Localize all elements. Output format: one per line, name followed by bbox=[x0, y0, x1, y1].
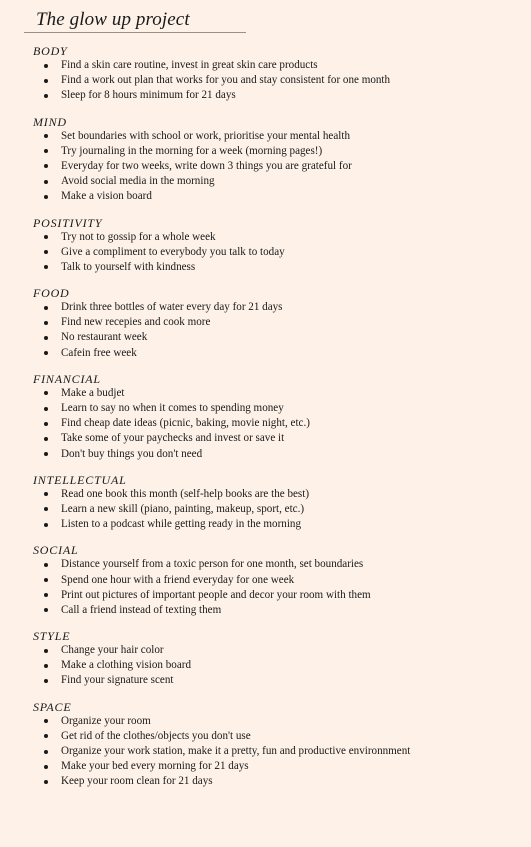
list-item bbox=[0, 401, 531, 416]
bullet-icon bbox=[44, 734, 48, 738]
title-divider bbox=[24, 32, 246, 33]
list-item-text: Listen to a podcast while getting ready in the morning bbox=[61, 518, 301, 531]
list-item-text: Everyday for two weeks, write down 3 things you are grateful for bbox=[61, 159, 352, 172]
list-item bbox=[0, 502, 531, 517]
bullet-icon bbox=[44, 664, 48, 668]
section-heading: MIND bbox=[33, 114, 67, 129]
list-item bbox=[0, 603, 531, 618]
list-item-text: Find new recepies and cook more bbox=[61, 316, 211, 329]
bullet-icon bbox=[44, 351, 48, 355]
section-list bbox=[0, 58, 531, 104]
section-list bbox=[0, 557, 531, 618]
list-item-text: No restaurant week bbox=[61, 331, 148, 344]
list-item-text: Find your signature scent bbox=[61, 674, 174, 687]
list-item-text: Change your hair color bbox=[61, 644, 164, 657]
bullet-icon bbox=[44, 492, 48, 496]
section-positivity bbox=[0, 216, 531, 276]
list-item-text: Organize your room bbox=[61, 714, 151, 727]
bullet-icon bbox=[44, 452, 48, 456]
list-item bbox=[0, 729, 531, 744]
list-item-text: Read one book this month (self-help books are the best) bbox=[61, 487, 310, 500]
list-item bbox=[0, 300, 531, 315]
list-item-text: Keep your room clean for 21 days bbox=[61, 775, 213, 788]
list-item-text: Find a skin care routine, invest in great skin care products bbox=[61, 59, 318, 71]
list-item-text: Make your bed every morning for 21 days bbox=[61, 760, 249, 773]
section-body bbox=[0, 44, 531, 104]
list-item bbox=[0, 673, 531, 688]
list-item-text: Set boundaries with school or work, prioritise your mental health bbox=[61, 129, 350, 142]
sections-list bbox=[0, 44, 531, 790]
list-item-text: Drink three bottles of water every day for 21 days bbox=[61, 301, 283, 314]
list-item-text: Avoid social media in the morning bbox=[61, 175, 215, 188]
section-space bbox=[0, 700, 531, 790]
list-item bbox=[0, 245, 531, 260]
list-item bbox=[0, 643, 531, 658]
bullet-icon bbox=[44, 164, 48, 168]
list-item bbox=[0, 159, 531, 174]
section-heading: SPACE bbox=[33, 699, 72, 714]
list-item bbox=[0, 88, 531, 103]
bullet-icon bbox=[44, 235, 48, 239]
section-list bbox=[0, 230, 531, 276]
list-item-text: Sleep for 8 hours minimum for 21 days bbox=[61, 89, 236, 102]
list-item bbox=[0, 658, 531, 673]
section-heading: SOCIAL bbox=[33, 543, 79, 558]
list-item-text: Make a vision board bbox=[61, 190, 152, 203]
list-item bbox=[0, 129, 531, 144]
bullet-icon bbox=[44, 180, 48, 184]
list-item bbox=[0, 416, 531, 431]
section-heading: POSITIVITY bbox=[33, 215, 103, 230]
list-item-text: Don't buy things you don't need bbox=[61, 447, 203, 460]
list-item-text: Try journaling in the morning for a week (morning pages!) bbox=[61, 144, 323, 157]
section-food bbox=[0, 286, 531, 361]
section-heading: FINANCIAL bbox=[33, 371, 101, 386]
section-financial bbox=[0, 372, 531, 462]
bullet-icon bbox=[44, 422, 48, 426]
bullet-icon bbox=[44, 321, 48, 325]
list-item-text: Organize your work station, make it a pretty, fun and productive environnment bbox=[61, 745, 411, 757]
bullet-icon bbox=[44, 306, 48, 310]
list-item-text: Spend one hour with a friend everyday for one week bbox=[61, 573, 295, 586]
list-item bbox=[0, 588, 531, 603]
bullet-icon bbox=[44, 765, 48, 769]
list-item bbox=[0, 744, 531, 759]
bullet-icon bbox=[44, 608, 48, 612]
section-list bbox=[0, 487, 531, 533]
list-item bbox=[0, 386, 531, 401]
section-list bbox=[0, 300, 531, 361]
section-heading: INTELLECTUAL bbox=[33, 472, 127, 487]
list-item bbox=[0, 315, 531, 330]
bullet-icon bbox=[44, 265, 48, 269]
bullet-icon bbox=[44, 391, 48, 395]
list-item-text: Talk to yourself with kindness bbox=[61, 260, 196, 273]
list-item-text: Cafein free week bbox=[61, 346, 137, 359]
list-item-text: Print out pictures of important people and decor your room with them bbox=[61, 588, 371, 601]
bullet-icon bbox=[44, 437, 48, 441]
section-heading: FOOD bbox=[33, 286, 70, 301]
list-item-text: Learn a new skill (piano, painting, makeup, sport, etc.) bbox=[61, 502, 305, 515]
bullet-icon bbox=[44, 336, 48, 340]
bullet-icon bbox=[44, 649, 48, 653]
list-item bbox=[0, 557, 531, 572]
list-item bbox=[0, 431, 531, 446]
list-item bbox=[0, 73, 531, 88]
list-item-text: Find cheap date ideas (picnic, baking, movie night, etc.) bbox=[61, 417, 310, 430]
list-item-text: Get rid of the clothes/objects you don't use bbox=[61, 729, 251, 742]
section-list bbox=[0, 714, 531, 790]
section-heading: STYLE bbox=[33, 629, 71, 644]
bullet-icon bbox=[44, 563, 48, 567]
bullet-icon bbox=[44, 578, 48, 582]
page-title: The glow up project bbox=[36, 9, 190, 30]
section-mind bbox=[0, 115, 531, 205]
bullet-icon bbox=[44, 679, 48, 683]
bullet-icon bbox=[44, 195, 48, 199]
bullet-icon bbox=[44, 719, 48, 723]
list-item-text: Try not to gossip for a whole week bbox=[61, 230, 216, 243]
list-item bbox=[0, 58, 531, 73]
bullet-icon bbox=[44, 507, 48, 511]
list-item-text: Distance yourself from a toxic person for one month, set boundaries bbox=[61, 558, 364, 571]
bullet-icon bbox=[44, 407, 48, 411]
list-item bbox=[0, 774, 531, 789]
list-item-text: Take some of your paychecks and invest or save it bbox=[61, 432, 285, 445]
list-item-text: Make a clothing vision board bbox=[61, 659, 192, 672]
list-item bbox=[0, 573, 531, 588]
bullet-icon bbox=[44, 149, 48, 153]
bullet-icon bbox=[44, 94, 48, 98]
list-item bbox=[0, 447, 531, 462]
section-style bbox=[0, 629, 531, 689]
list-item bbox=[0, 517, 531, 532]
list-item-text: Make a budjet bbox=[61, 386, 125, 399]
list-item bbox=[0, 346, 531, 361]
list-item bbox=[0, 189, 531, 204]
list-item bbox=[0, 759, 531, 774]
list-item bbox=[0, 174, 531, 189]
section-social bbox=[0, 543, 531, 618]
list-item bbox=[0, 230, 531, 245]
bullet-icon bbox=[44, 134, 48, 138]
list-item bbox=[0, 330, 531, 345]
bullet-icon bbox=[44, 593, 48, 597]
bullet-icon bbox=[44, 79, 48, 83]
section-list bbox=[0, 386, 531, 462]
list-item-text: Find a work out plan that works for you and stay consistent for one month bbox=[61, 74, 391, 87]
list-item-text: Give a compliment to everybody you talk to today bbox=[61, 245, 285, 258]
section-list bbox=[0, 129, 531, 205]
list-item bbox=[0, 260, 531, 275]
bullet-icon bbox=[44, 750, 48, 754]
section-intellectual bbox=[0, 473, 531, 533]
list-item bbox=[0, 487, 531, 502]
section-heading: BODY bbox=[33, 44, 68, 58]
list-item bbox=[0, 144, 531, 159]
bullet-icon bbox=[44, 523, 48, 527]
bullet-icon bbox=[44, 780, 48, 784]
list-item-text: Call a friend instead of texting them bbox=[61, 603, 222, 616]
list-item bbox=[0, 714, 531, 729]
bullet-icon bbox=[44, 250, 48, 254]
section-list bbox=[0, 643, 531, 689]
bullet-icon bbox=[44, 64, 48, 68]
list-item-text: Learn to say no when it comes to spending money bbox=[61, 402, 284, 414]
